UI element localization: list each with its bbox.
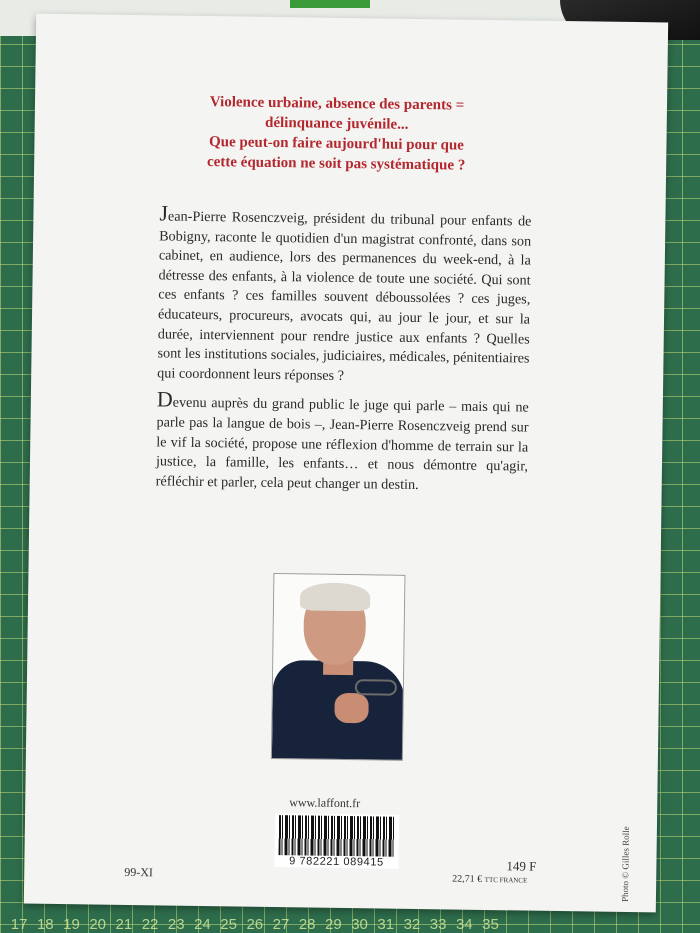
paragraph-2-text: evenu auprès du grand public le juge qui parle – mais qui ne parle pas la langue de bois –, Jean-Pierre Rosenczveig prend sur le vif la société, propose une réflexion d'homme de terrain sur la justice, la famille, les enfants… et nous démontre qu'agir, réfléchir et parler, cela peut changer un destin. xyxy=(155,394,529,493)
price-euro: 22,71 € xyxy=(452,873,483,885)
headline-line-4: cette équation ne soit pas systématique ? xyxy=(206,154,466,174)
photo-glasses xyxy=(355,679,397,696)
price-franc: 149 F xyxy=(506,858,537,874)
ruler-number: 26 xyxy=(246,916,264,933)
isbn-barcode xyxy=(274,813,399,869)
ruler-number: 20 xyxy=(89,916,106,933)
ruler-number: 22 xyxy=(141,916,159,933)
ruler-number: 28 xyxy=(298,916,316,933)
ruler-number: 33 xyxy=(429,916,447,933)
green-object xyxy=(290,0,370,8)
ruler-number: 35 xyxy=(482,916,499,933)
photo-credit: Photo © Gilles Rolle xyxy=(619,826,631,903)
ruler-number: 29 xyxy=(325,916,342,933)
ruler-number: 27 xyxy=(272,916,290,933)
barcode-digits: 9 782221 089415 xyxy=(289,855,384,869)
headline-line-2: délinquance juvénile... xyxy=(264,114,409,133)
ruler-number: 31 xyxy=(377,916,395,933)
price-euro-block xyxy=(452,874,527,886)
ruler-number: 32 xyxy=(403,916,421,933)
ruler-number: 25 xyxy=(220,916,237,933)
ruler-number: 18 xyxy=(36,916,54,933)
dropcap-1: J xyxy=(159,200,169,226)
blurb xyxy=(155,200,532,506)
publisher-website: www.laffont.fr xyxy=(289,795,361,811)
headline-line-3: Que peut-on faire aujourd'hui pour que xyxy=(208,134,465,154)
photo-hand xyxy=(334,693,368,723)
ruler-number: 24 xyxy=(194,916,211,933)
barcode-bars xyxy=(279,815,396,857)
ruler-number: 17 xyxy=(10,916,28,933)
ruler-number: 23 xyxy=(167,916,185,933)
book-back-cover xyxy=(24,14,668,913)
ruler-number: 34 xyxy=(455,916,473,933)
blurb-paragraph-2 xyxy=(155,386,529,497)
headline-line-1: Violence urbaine, absence des parents = xyxy=(209,94,465,114)
dropcap-2: D xyxy=(156,386,173,412)
photo-hair xyxy=(300,582,370,611)
author-photo xyxy=(271,573,406,761)
edition-code: 99-XI xyxy=(124,864,154,880)
headline xyxy=(126,91,547,177)
ruler-number: 21 xyxy=(115,916,133,933)
price-note: TTC FRANCE xyxy=(484,875,528,885)
ruler-number: 19 xyxy=(63,916,80,933)
blurb-paragraph-1 xyxy=(157,200,532,389)
ruler-number: 30 xyxy=(351,916,368,933)
paragraph-1-text: ean-Pierre Rosenczveig, président du tribunal pour enfants de Bobigny, raconte le quotidien d'un magistrat confronté, dans son cabinet, en audience, lors des permanences du week-end, à la détresse des enfants, à la violence de toute une société. Qui sont ces enfants ? ces familles souvent déboussolées ? ces juges, éducateurs, procureurs, avocats qui, au jour le jour, et sur la durée, interviennent pour rendre justice aux enfants ? Quelles sont les institutions sociales, judiciaires, médicales, pénitentiaires qui coordonnent leurs réponses ? xyxy=(157,208,532,384)
